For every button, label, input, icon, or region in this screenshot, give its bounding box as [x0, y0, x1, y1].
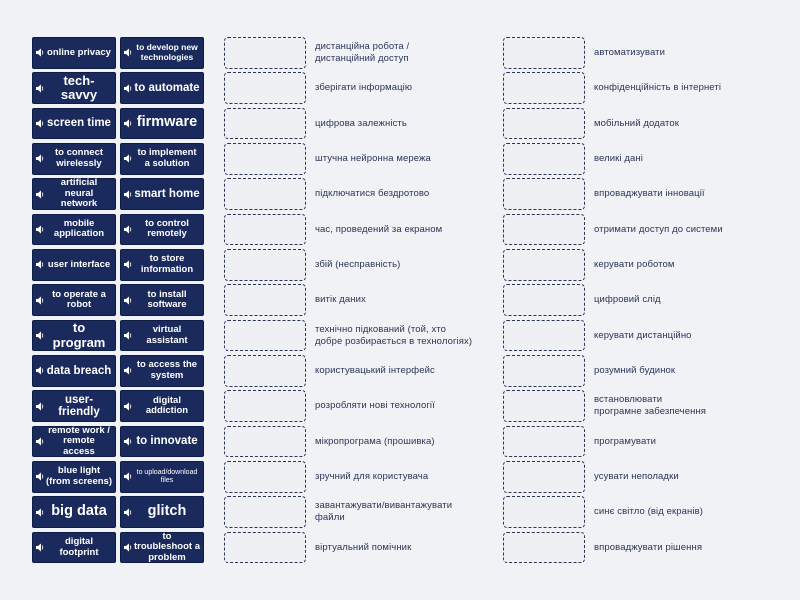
drop-slot[interactable]	[503, 320, 585, 352]
definition-text: технічно підкований (той, хто добре розбирається в технологіях)	[315, 323, 473, 347]
term-tile[interactable]	[120, 143, 204, 175]
drop-slot[interactable]	[224, 532, 306, 564]
term-label: digital addiction	[145, 394, 189, 417]
speaker-icon[interactable]	[34, 296, 46, 305]
term-label: to control remotely	[145, 218, 189, 240]
speaker-icon[interactable]	[122, 437, 134, 446]
definition-text: програмувати	[594, 435, 657, 447]
drop-slot[interactable]	[224, 426, 306, 458]
definition-text: цифровий слід	[594, 294, 661, 306]
term-tile[interactable]	[120, 249, 204, 281]
speaker-icon[interactable]	[122, 48, 134, 57]
drop-slot[interactable]	[503, 143, 585, 175]
definition-text: штучна нейронна мережа	[315, 152, 431, 164]
speaker-icon[interactable]	[34, 225, 46, 234]
definitions-column-right	[503, 37, 794, 563]
term-tile[interactable]	[120, 532, 204, 564]
definition-text: усувати неполадки	[594, 470, 679, 482]
term-tile[interactable]	[120, 496, 204, 528]
definition-text: цифрова залежність	[315, 117, 407, 129]
term-label: screen time	[47, 117, 111, 130]
term-tile[interactable]	[120, 178, 204, 210]
definition-text: конфіденційність в інтернеті	[594, 82, 722, 94]
term-tile[interactable]	[32, 496, 116, 528]
drop-slot[interactable]	[224, 249, 306, 281]
drop-slot[interactable]	[503, 532, 585, 564]
speaker-icon[interactable]	[122, 508, 134, 517]
drop-slot[interactable]	[503, 390, 585, 422]
term-label: to implement a solution	[137, 147, 197, 169]
speaker-icon[interactable]	[122, 84, 134, 93]
speaker-icon[interactable]	[34, 154, 46, 163]
term-tile[interactable]	[32, 249, 116, 281]
term-tile[interactable]	[120, 214, 204, 246]
speaker-icon[interactable]	[34, 48, 46, 57]
term-tile[interactable]	[120, 355, 204, 387]
drop-slot[interactable]	[224, 72, 306, 104]
term-label: to automate	[134, 81, 200, 94]
term-label: data breach	[46, 364, 112, 377]
drop-slot[interactable]	[224, 461, 306, 493]
drop-slot[interactable]	[503, 178, 585, 210]
speaker-icon[interactable]	[122, 260, 134, 269]
term-label: tech-savvy	[60, 72, 98, 103]
definition-text: дистанційна робота / дистанційний доступ	[315, 40, 410, 64]
term-label: to develop new technologies	[136, 42, 198, 62]
term-label: to access the system	[136, 359, 198, 381]
definition-text: великі дані	[594, 152, 643, 164]
drop-slot[interactable]	[224, 178, 306, 210]
term-label: blue light (from screens)	[46, 465, 112, 487]
term-label: mobile application	[53, 218, 105, 240]
term-tile[interactable]	[32, 461, 116, 493]
speaker-icon[interactable]	[122, 119, 134, 128]
drop-slot[interactable]	[503, 72, 585, 104]
speaker-icon[interactable]	[34, 437, 46, 446]
term-label: to upload/download files	[136, 469, 198, 484]
speaker-icon[interactable]	[122, 402, 134, 411]
drop-slot[interactable]	[503, 214, 585, 246]
speaker-icon[interactable]	[34, 543, 46, 552]
term-tile[interactable]	[32, 426, 116, 458]
definition-text: віртуальний помічник	[315, 541, 412, 553]
term-tile[interactable]	[32, 390, 116, 422]
term-tile[interactable]	[32, 214, 116, 246]
term-label: to install software	[147, 288, 187, 311]
term-label: big data	[51, 503, 107, 520]
term-label: to innovate	[136, 435, 198, 448]
definition-text: користувацький інтерфейс	[315, 364, 435, 376]
speaker-icon[interactable]	[122, 472, 134, 481]
drop-slot[interactable]	[503, 284, 585, 316]
term-label: firmware	[136, 114, 198, 131]
term-label: to connect wirelessly	[54, 147, 104, 169]
drop-slot[interactable]	[503, 355, 585, 387]
term-tile[interactable]	[32, 143, 116, 175]
term-tile[interactable]	[120, 37, 204, 69]
drop-slot[interactable]	[224, 143, 306, 175]
speaker-icon[interactable]	[34, 190, 46, 199]
speaker-icon[interactable]	[34, 84, 46, 93]
definition-text: підключатися бездротово	[315, 188, 430, 200]
definition-text: синє світло (від екранів)	[594, 506, 703, 518]
speaker-icon[interactable]	[34, 472, 46, 481]
term-label: glitch	[147, 503, 187, 520]
definition-text: керувати дистанційно	[594, 329, 692, 341]
drop-slot[interactable]	[503, 461, 585, 493]
drop-slot[interactable]	[224, 390, 306, 422]
definition-text: збій (несправність)	[315, 258, 401, 270]
term-label: remote work / remote access	[48, 424, 110, 457]
term-label: online privacy	[47, 46, 111, 58]
term-tile[interactable]	[32, 37, 116, 69]
speaker-icon[interactable]	[34, 260, 46, 269]
drop-slot[interactable]	[224, 37, 306, 69]
drop-slot[interactable]	[224, 320, 306, 352]
speaker-icon[interactable]	[122, 543, 134, 552]
term-label: artificial neural network	[60, 177, 98, 210]
speaker-icon[interactable]	[122, 190, 134, 199]
drop-slot[interactable]	[503, 108, 585, 140]
term-label: to store information	[140, 253, 194, 275]
term-label: digital footprint	[59, 536, 99, 558]
term-tile[interactable]	[32, 355, 116, 387]
term-label: smart home	[134, 187, 200, 200]
speaker-icon[interactable]	[122, 296, 134, 305]
term-tile[interactable]	[32, 72, 116, 104]
term-label: to operate a robot	[52, 288, 106, 311]
speaker-icon[interactable]	[34, 119, 46, 128]
definition-text: впроваджувати рішення	[594, 541, 703, 553]
drop-slot[interactable]	[503, 249, 585, 281]
term-tiles	[32, 37, 204, 563]
term-tile[interactable]	[120, 320, 204, 352]
definition-text: завантажувати/вивантажувати файли	[315, 500, 453, 524]
term-label: to troubleshoot a problem	[134, 530, 200, 563]
speaker-icon[interactable]	[122, 366, 134, 375]
term-tile[interactable]	[32, 320, 116, 352]
term-label: user interface	[47, 258, 111, 270]
term-tile[interactable]	[120, 461, 204, 493]
definition-text: встановлювати програмне забезпечення	[594, 394, 707, 418]
speaker-icon[interactable]	[122, 225, 134, 234]
term-label: user-friendly	[58, 393, 100, 419]
definition-text: витік даних	[315, 294, 366, 306]
term-tile[interactable]	[120, 390, 204, 422]
speaker-icon[interactable]	[34, 402, 46, 411]
definition-text: розумний будинок	[594, 364, 676, 376]
drop-slot[interactable]	[503, 426, 585, 458]
term-tile[interactable]	[32, 108, 116, 140]
drop-slot[interactable]	[224, 496, 306, 528]
definition-text: мобільний додаток	[594, 117, 679, 129]
speaker-icon[interactable]	[34, 508, 46, 517]
definition-text: впроваджувати інновації	[594, 188, 705, 200]
drop-slot[interactable]	[503, 496, 585, 528]
term-tile[interactable]	[32, 284, 116, 316]
definition-text: зберігати інформацію	[315, 82, 413, 94]
definition-text: автоматизувати	[594, 46, 665, 58]
definition-text: розробляти нові технології	[315, 400, 435, 412]
term-tile[interactable]	[120, 108, 204, 140]
speaker-icon[interactable]	[34, 366, 46, 375]
speaker-icon[interactable]	[122, 331, 134, 340]
drop-slot[interactable]	[224, 355, 306, 387]
term-tile[interactable]	[32, 532, 116, 564]
term-tile[interactable]	[120, 284, 204, 316]
drop-slot[interactable]	[224, 214, 306, 246]
definition-text: зручний для користувача	[315, 470, 429, 482]
term-tile[interactable]	[120, 72, 204, 104]
definition-text: керувати роботом	[594, 258, 675, 270]
term-tile[interactable]	[120, 426, 204, 458]
definition-text: час, проведений за екраном	[315, 223, 443, 235]
term-label: to program	[52, 320, 106, 350]
drop-slot[interactable]	[224, 284, 306, 316]
definition-text: мікропрограма (прошивка)	[315, 435, 435, 447]
term-tile[interactable]	[32, 178, 116, 210]
speaker-icon[interactable]	[122, 154, 134, 163]
drop-slot[interactable]	[224, 108, 306, 140]
definition-text: отримати доступ до системи	[594, 223, 723, 235]
speaker-icon[interactable]	[34, 331, 46, 340]
drop-slot[interactable]	[503, 37, 585, 69]
term-label: virtual assistant	[146, 324, 188, 346]
